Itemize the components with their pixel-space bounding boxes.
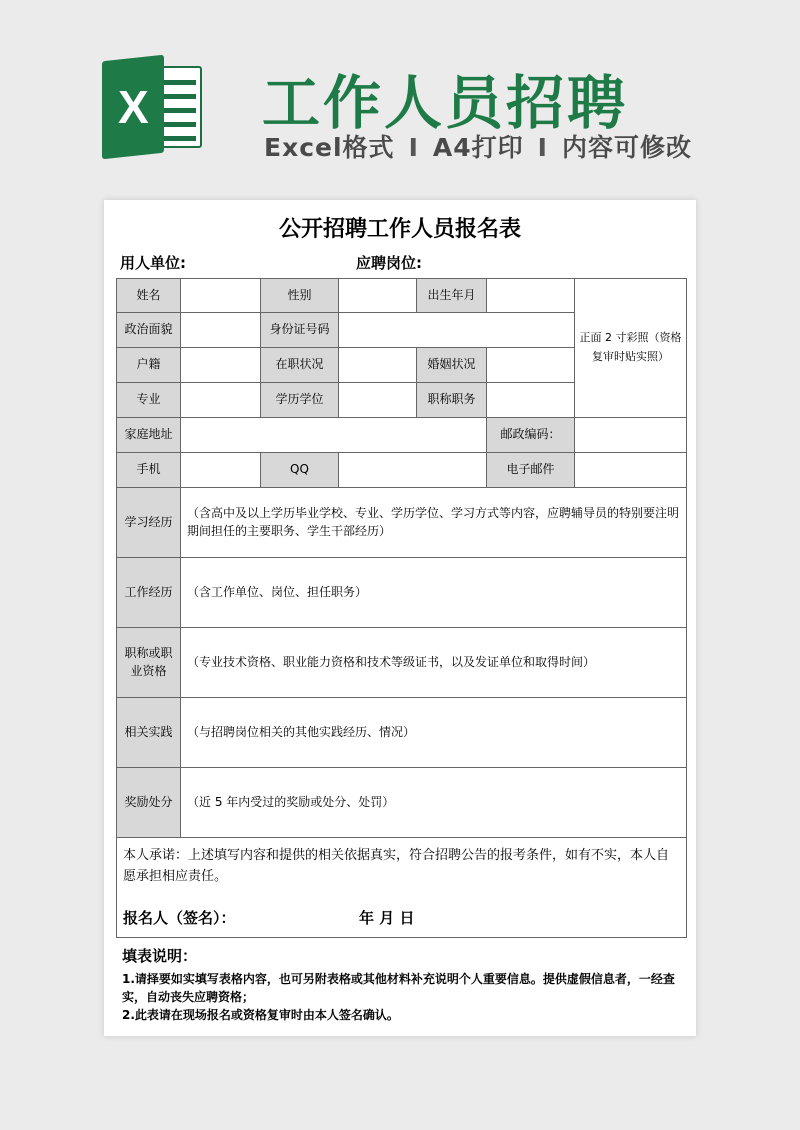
name-cell[interactable] [181,279,261,313]
employment-cell[interactable] [339,348,417,383]
work-label: 工作经历 [117,558,181,628]
degree-label: 学历学位 [261,383,339,418]
registration-table [116,278,687,938]
postcode-label: 邮政编码： [487,418,575,453]
signature-date: 年 月 日 [359,909,415,927]
reward-cell[interactable]: （近 5 年内受过的奖励或处分、处罚） [181,768,687,838]
political-cell[interactable] [181,313,261,348]
qualification-label: 职称或职业资格 [117,628,181,698]
study-label: 学习经历 [117,488,181,558]
political-label: 政治面貌 [117,313,181,348]
address-label: 家庭地址 [117,418,181,453]
birth-cell[interactable] [487,279,575,313]
degree-cell[interactable] [339,383,417,418]
email-label: 电子邮件 [487,453,575,488]
banner-sub-edit: 内容可修改 [561,133,692,162]
banner-sub-sep: I [537,133,548,162]
banner-subtitle [264,128,692,164]
instructions-title: 填表说明： [122,947,198,965]
title-post-cell[interactable] [487,383,575,418]
marital-label: 婚姻状况 [417,348,487,383]
title-post-label: 职称职务 [417,383,487,418]
qualification-cell[interactable]: （专业技术资格、职业能力资格和技术等级证书，以及发证单位和取得时间） [181,628,687,698]
employment-label: 在职状况 [261,348,339,383]
instructions [122,945,682,1024]
banner-sub-print: A4打印 [432,133,524,162]
instruction-item: 2.此表请在现场报名或资格复审时由本人签名确认。 [122,1008,399,1022]
banner [0,0,800,200]
name-label: 姓名 [117,279,181,313]
employer-label: 用人单位: [120,254,186,272]
postcode-cell[interactable] [575,418,687,453]
photo-box[interactable]: 正面 2 寸彩照（资格复审时贴实照） [575,279,687,418]
email-cell[interactable] [575,453,687,488]
hukou-cell[interactable] [181,348,261,383]
study-cell[interactable]: （含高中及以上学历毕业学校、专业、学历学位、学习方式等内容，应聘辅导员的特别要注明期间担任的主要职务、学生干部经历） [181,488,687,558]
signature-label: 报名人（签名）： [123,909,236,927]
qq-label: QQ [261,453,339,488]
id-number-cell[interactable] [339,313,575,348]
major-cell[interactable] [181,383,261,418]
qq-cell[interactable] [339,453,487,488]
birth-label: 出生年月 [417,279,487,313]
practice-label: 相关实践 [117,698,181,768]
position-label: 应聘岗位: [356,254,422,272]
form-title: 公开招聘工作人员报名表 [278,217,521,242]
practice-cell[interactable]: （与招聘岗位相关的其他实践经历、情况） [181,698,687,768]
id-number-label: 身份证号码 [261,313,339,348]
work-cell[interactable]: （含工作单位、岗位、担任职务） [181,558,687,628]
instruction-item: 1.请择要如实填写表格内容，也可另附表格或其他材料补充说明个人重要信息。提供虚假信息者，一经查实，自动丧失应聘资格； [122,972,675,1004]
excel-tile [102,55,164,160]
gender-label: 性别 [261,279,339,313]
phone-cell[interactable] [181,453,261,488]
pledge-text: 本人承诺：上述填写内容和提供的相关依据真实，符合招聘公告的报考条件，如有不实，本人自愿承担相应责任。 [123,848,670,884]
major-label: 专业 [117,383,181,418]
banner-title: 工作人员招聘 [262,69,629,137]
pledge-cell [117,838,687,938]
reward-label: 奖励处分 [117,768,181,838]
marital-cell[interactable] [487,348,575,383]
phone-label: 手机 [117,453,181,488]
hukou-label: 户籍 [117,348,181,383]
banner-sub-sep: I [408,133,419,162]
gender-cell[interactable] [339,279,417,313]
form-paper [104,200,696,1036]
signature-row[interactable] [123,906,415,930]
excel-logo-icon [102,58,206,156]
address-cell[interactable] [181,418,487,453]
excel-logo-letter: X [117,81,149,133]
banner-sub-format: Excel格式 [264,133,395,162]
